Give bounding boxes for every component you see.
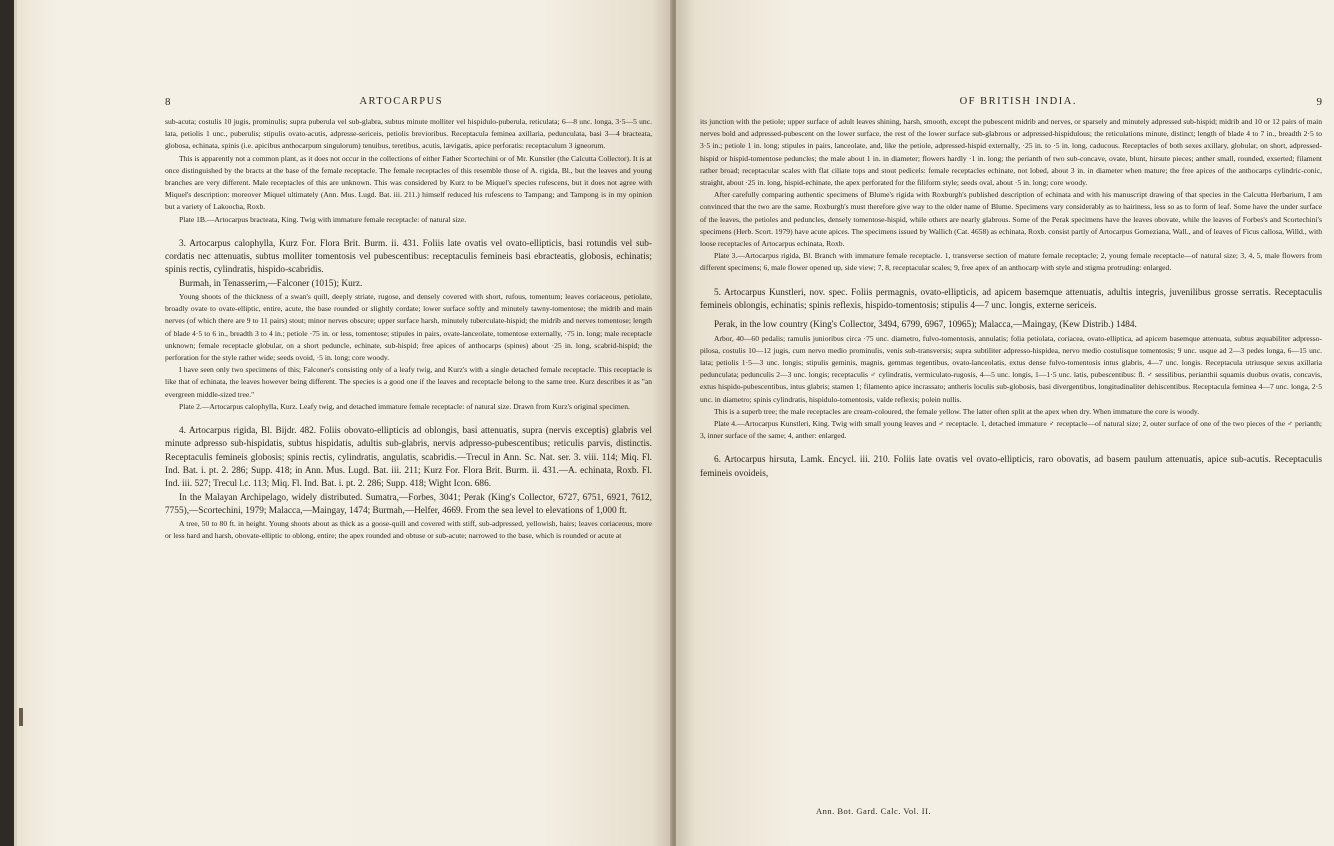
species-5-heading: 5. Artocarpus Kunstleri, nov. spec. Foliis permagnis, ovato-ellipticis, ad apicem basemque attenuatis, adultis integris, juvenilibus grosse serratis. Receptaculis femineis oblongis, echinatis; spinis reflexis, hispido-tomentosis; stipulis 4—7 unc. longis, externe sericeis. — [700, 287, 1322, 311]
book-spread — [14, 0, 1334, 846]
species-3-description: Young shoots of the thickness of a swan's quill, deeply striate, rugose, and densely covered with short, rufous, tomentum; leaves coriaceous, petiolate, broadly ovate to ovate-elliptic, entire, acute, the base rounded or slightly cordate; lower surface softly and minutely tawny-tomentose; the midrib and main nerves (of which there are 9 to 11 pairs) stout; minor nerves obscure; upper surface harsh, minutely tuberculate-hispid; the midrib and nerves tomentose; length of blade 4·5 to 6 in., breadth 3 to 4 in.; petiole ·75 in. or less, tomentose; stipules in pairs, ovate-lanceolate, tomentose externally, ·75 in. long; male receptacle unknown; female receptacle globular, on a short peduncle, echinate, sub-hispid; free apices of anthocarps (spines) about ·25 in. long, scabrid-hispid; the perforation for the style rather wide; seeds ovoid, ·5 in. long; core woody. — [165, 292, 652, 363]
species-6-heading: 6. Artocarpus hirsuta, Lamk. Encycl. iii. 210. Foliis late ovatis vel ovato-ellipticis, raro obovatis, ad basem paulum attenuatis, apice sub-acutis. Receptaculis femineis ovoideis, — [700, 455, 1322, 479]
species-3-locality: Burmah, in Tenasserim,—Falconer (1015); Kurz. — [179, 278, 363, 289]
left-running-head — [165, 96, 652, 108]
left-page — [14, 0, 672, 846]
species-5-paragraph-2: This is a superb tree; the male receptacles are cream-coloured, the female yellow. The latter often split at the apex when dry. When immature the core is woody. — [714, 406, 1200, 416]
right-page — [676, 0, 1334, 846]
right-page-number: 9 — [1316, 96, 1322, 108]
species-5-locality: Perak, in the low country (King's Collector, 3494, 6799, 6967, 10965); Malacca,—Maingay, (Kew Distrib.) 1484. — [714, 320, 1137, 331]
left-running-title: ARTOCARPUS — [359, 96, 444, 107]
species-3-heading: 3. Artocarpus calophylla, Kurz For. Flora Brit. Burm. ii. 431. Foliis late ovatis vel ovato-ellipticis, basi rotundis vel sub-cordatis nec attenuatis, subtus molliter tomentosis vel pubescentibus: receptaculis femineis basi ebracteatis, globosis, echinatis; spinis rectis, cylindratis, hispido-scabridis. — [165, 238, 652, 276]
right-page-content — [700, 96, 1322, 846]
plate-1b-caption: Plate 1B.—Artocarpus bracteata, King. Twig with immature female receptacle: of natural size. — [179, 214, 467, 224]
species-3-paragraph-2: I have seen only two specimens of this; Falconer's consisting only of a leafy twig, and Kurz's with a single detached female receptacle. This receptacle is like that of echinata, the leaves however being different. The species is a good one if the leaves and receptacle belong to the same tree. Kurz describes it as "an evergreen middle-sized tree." — [165, 365, 652, 399]
plate-2-caption: Plate 2.—Artocarpus calophylla, Kurz. Leafy twig, and detached immature female receptacle: of natural size. Drawn from Kurz's original specimen. — [179, 401, 630, 411]
species-5-latin-description: Arbor, 40—60 pedalis; ramulis junioribus circa ·75 unc. diametro, fulvo-tomentosis, annulatis; folia petiolata, coriacea, ovato-elliptica, ad apicem basemque attenuata, subtus æquabiliter adpresso-pilosa, costulis 10—12 jugis, cum nervo medio prominulis, venis sub-transversis; supra subtiliter adpresso-hispidea, nervo medio costulisque tomentosis; 9 unc. usque ad 2—3 pedes longa, 6—15 unc. lata; petiolis 1·5—3 unc. longis; stipulis geminis, magnis, gemmas tegentibus, ovato-lanceolatis, extus dense fulvo-tomentosis intus glabris, 4—7 unc. longis. Receptacula utriusque sexus axillaria pedunculata; pedunculis 2—3 unc. longis; receptaculis ♂ cylindratis, vermiculato-rugosis, 4—5 unc. longis, 1—1·5 unc. latis, pubescentibus: fl. ♂ sessilibus, perianthii squamis duobus ovatis, concavis, extus hispido-pubescentibus, intus glabris; stamen 1; filamento apice incrassato; antheris loculis sub-globosis, basi divergentibus, longitudinaliter dehiscentibus. Receptacula feminea 4—7 unc. longa, 2·5 unc. in diametro; spinis cylindratis, hispidulo-tomentosis, valde reflexis; polein nullis. — [700, 333, 1322, 404]
right-running-head — [700, 96, 1322, 108]
plate-3-caption: Plate 3.—Artocarpus rigida, Bl. Branch with immature female receptacle. 1, transverse section of mature female receptacle; 2, young female receptacle—of natural size; 3, 4, 5, male flowers from different specimens; 6, male flower opened up, side view; 7, 8, receptacular scales; 9, free apex of an anthocarp with style and stigma protruding: enlarged. — [700, 251, 1322, 273]
page-footer: Ann. Bot. Gard. Calc. Vol. II. — [816, 806, 932, 816]
plate-4-caption: Plate 4.—Artocarpus Kunstleri, King. Twig with small young leaves and ♂ receptacle. 1, detached immature ♂ receptacle—of natural size; 2, outer surface of one of the two pieces of the ♂ perianth; 3, inner surface of the same; 4, anther: enlarged. — [700, 418, 1322, 441]
left-page-content — [165, 96, 652, 846]
species-4-heading: 4. Artocarpus rigida, Bl. Bijdr. 482. Foliis obovato-ellipticis ad oblongis, basi attenuatis, supra (nervis exceptis) glabris vel minute adpresso sub-hispidatis, subtus hispidatis, adultis sub-glabris, nervis adpresso-pubescentibus; reticulis parvis, distinctis. Receptaculis femineis globosis; spinis rectis, cylindratis, angulatis, scabridis.—Trecul in Ann. Sc. Nat. ser. 3. viii. 114; Miq. Fl. Ind. Bat. i. pt. 2. 286; Supp. 418; in Ann. Mus. Lugd. Bat. iii. 211; Kurz For. Flora Brit. Burm. ii. 431.—A. echinata, Roxb. Fl. Ind. iii. 527; Trecul l.c. 113; Miq. Fl. Ind. Bat. i. pt. 2. 286; Supp. 418; Wight Icon. 686. — [165, 426, 652, 490]
species-4-locality: In the Malayan Archipelago, widely distributed. Sumatra,—Forbes, 3041; Perak (King's Collector, 6727, 6751, 6921, 7612, 7755),—Scortechini, 1979; Malacca,—Maingay, 1474; Burmah,—Helfer, 4669. From the sea level to elevations of 1,000 ft. — [165, 492, 652, 516]
intro-text: sub-acuta; costulis 10 jugis, prominulis; supra puberula vel sub-glabra, subtus minute molliter vel hispidulo-puberula, reticulata; 6—8 unc. longa, 3·5—5 unc. lata, petiolis 1 unc., puberulis; stipulis ovato-acutis, adpresse-sericeis, petiolis brevioribus. Receptacula feminea axillaria, pedunculata, basi 3—4 bracteata, globosa, echinata, spinis (i.e. apicibus anthocarpum singulorum) tenuibus, teretibus, acutis, lævigatis, apice perforatis: receptaculum 3 igneorum. — [165, 117, 652, 151]
continued-paragraph-2: After carefully comparing authentic specimens of Blume's rigida with Roxburgh's published description of echinata and with his manuscript drawing of that species in the Calcutta Herbarium, I am convinced that the two are the same. Roxburgh's must therefore give way to the older name of Blume. Specimens vary considerably as to hairiness, less so as to form of leaf. Some have the under surface of the leaves, the petioles and peduncles, densely tomentose-hispid, while others are nearly glabrous. Some of the Perak specimens have the leaves obovate, while the leaves of Forbes's and Scortechini's specimens (Herb. Scort. 1979) have acute apices. The specimens issued by Wallich (Cat. 4658) as echinata, Roxb. consist partly of Artocarpus Gomeziana, Wall., and of leaves of Ficus callosa, Willd., with loose receptacles of Artocarpus echinata, Roxb. — [700, 190, 1322, 249]
right-running-title: OF BRITISH INDIA. — [959, 96, 1077, 107]
page-edge-mark — [19, 708, 23, 726]
intro-paragraph-2: This is apparently not a common plant, as it does not occur in the collections of either Father Scortechini or of Mr. Kunstler (the Calcutta Collector). It is at once distinguished by the bracts at the base of the female receptacle. The female receptacles of this resemble those of A. rigida, Bl., but the leaves and young branches are very different. Male receptacles of this are unknown. This was considered by Kurz to be Miquel's species rufescens, but it does not agree with Miquel's description: moreover Miquel ultimately (Ann. Mus. Lugd. Bat. iii. 211.) himself reduced his rufescens to Tampang; and Tampong is in my opinion but a variety of Lakoocha, Roxb. — [165, 153, 652, 212]
continued-text: its junction with the petiole; upper surface of adult leaves shining, harsh, smooth, except the pubescent midrib and nerves, or sparsely and minutely adpressed sub-hispid; midrib and 10 or 12 pairs of main nerves bold and adpressed-pubescent on the lower surface, the rest of the lower surface sub-glabrous or adpressed-hispidulous; the reticulations minute, distinct; length of blade 4 to 7 in., breadth 2·5 to 3·5 in.; petiole 1 in. long; stipules in pairs, lanceolate, and, like the petiole, adpressed-hispid externally, ·25 in. to ·5 in. long, caducous. Receptacles of both sexes axillary, globular, on short, adpressed-hispid or hispid-tomentose peduncles; the male about 1 in. in diameter; flowers hardly ·1 in. long; the perianth of two sub-concave, ovate, blunt, hirsute pieces; anther small, rounded, exserted; filament rather broad; receptacular scales with flat ciliate tops and stout pedicels: female receptacles echinate, not lobed, about 3 in. in diameter when mature; the free apices of the anthocarps cylindric-conic, straight, about ·25 in. long, hispid-echinate, the apex perforated for the filiform style; seeds oval, about ·5 in. long; core woody. — [700, 117, 1322, 188]
left-page-number: 8 — [165, 96, 171, 108]
species-4-description: A tree, 50 to 80 ft. in height. Young shoots about as thick as a goose-quill and covered with stiff, sub-adpressed, yellowish, hairs; leaves coriaceous, more or less hard and harsh, obovate-elliptic to oblong, entire; the apex rounded and obtuse or sub-acute; narrowed to the base, which is rounded or acute at — [165, 519, 652, 541]
